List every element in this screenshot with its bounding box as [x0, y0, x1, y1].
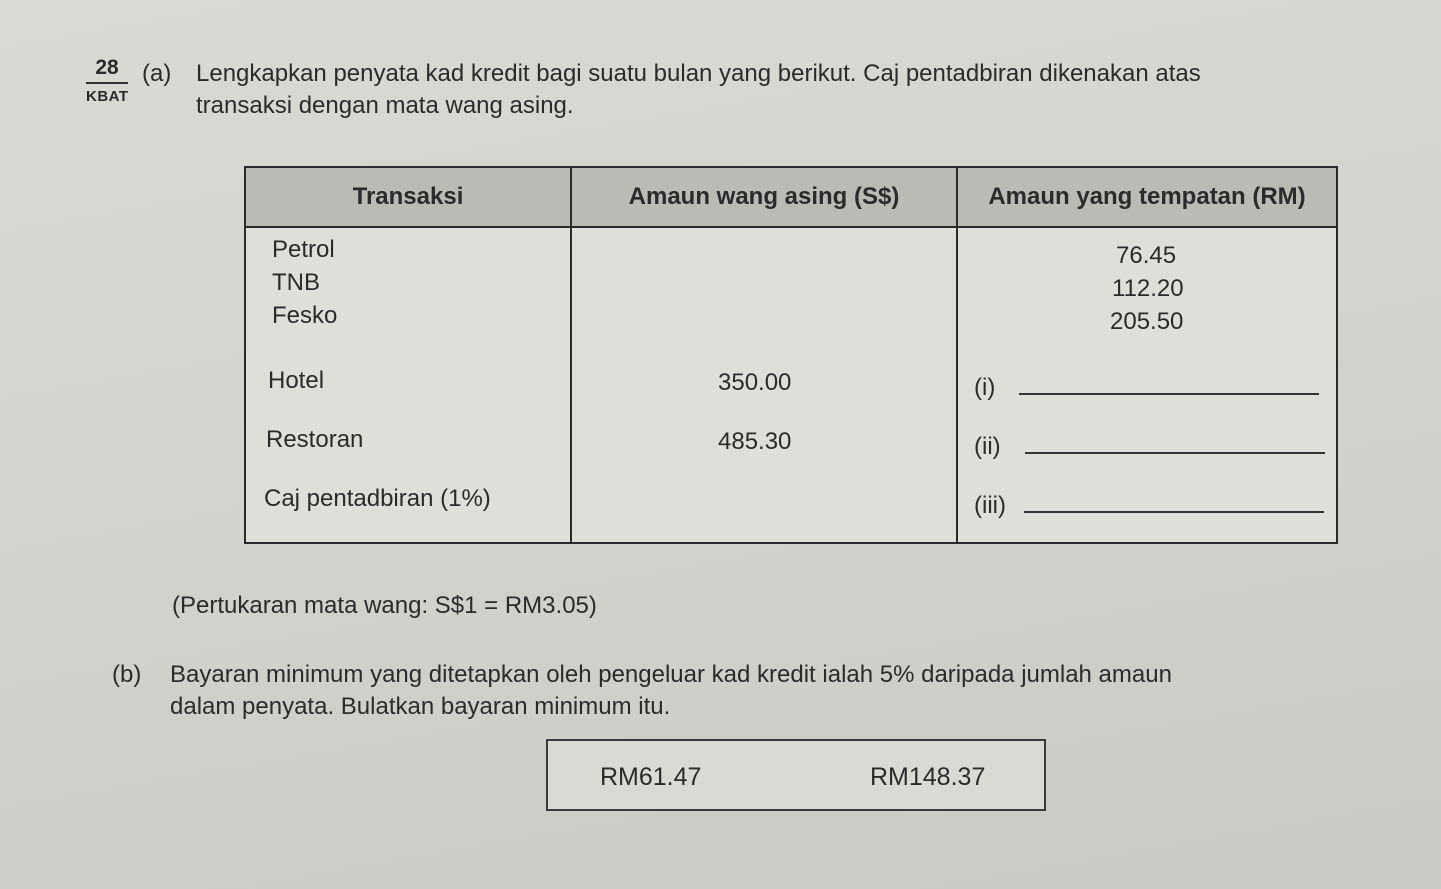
header-local-amount: Amaun yang tempatan (RM) — [957, 167, 1337, 227]
part-a-line-1: Lengkapkan penyata kad kredit bagi suatu bulan yang berikut. Caj pentadbiran dikenakan atas — [196, 60, 1201, 87]
option-rm148-37[interactable]: RM148.37 — [870, 763, 986, 791]
local-amount-petrol: 76.45 — [1116, 242, 1177, 269]
foreign-amount-restoran: 485.30 — [718, 428, 792, 455]
question-number — [86, 56, 128, 105]
blank-label-iii: (iii) — [974, 492, 1006, 519]
answer-line-iii[interactable] — [974, 489, 1324, 520]
part-b-label: (b) — [112, 661, 142, 688]
part-a-line-2: transaksi dengan mata wang asing. — [196, 92, 574, 119]
table-body-row — [245, 227, 1337, 543]
transaction-petrol: Petrol — [272, 236, 335, 263]
credit-card-statement-table — [244, 166, 1338, 544]
blank-iii[interactable] — [1024, 489, 1324, 513]
header-transaction: Transaksi — [245, 167, 571, 227]
transaction-admin-charge: Caj pentadbiran (1%) — [264, 485, 491, 512]
part-b-instruction — [170, 659, 1172, 723]
question-number-value: 28 — [86, 56, 128, 84]
exchange-rate-note: (Pertukaran mata wang: S$1 = RM3.05) — [172, 592, 597, 619]
option-rm61-47[interactable]: RM61.47 — [600, 763, 702, 791]
local-amount-tnb: 112.20 — [1112, 275, 1184, 302]
blank-ii[interactable] — [1025, 430, 1325, 454]
transaction-column — [245, 227, 571, 543]
table-header-row — [245, 167, 1337, 227]
foreign-amount-hotel: 350.00 — [718, 369, 792, 396]
part-b-line-2: dalam penyata. Bulatkan bayaran minimum itu. — [170, 693, 671, 720]
answer-line-i[interactable] — [974, 371, 1319, 402]
part-a-label: (a) — [142, 60, 172, 87]
transaction-restoran: Restoran — [266, 426, 364, 453]
minimum-payment-options-box — [546, 739, 1046, 811]
part-b-line-1: Bayaran minimum yang ditetapkan oleh pengeluar kad kredit ialah 5% daripada jumlah amaun — [170, 661, 1172, 688]
kbat-tag: KBAT — [86, 88, 129, 105]
answer-line-ii[interactable] — [974, 430, 1325, 461]
transaction-hotel: Hotel — [268, 367, 325, 394]
header-foreign-amount: Amaun wang asing (S$) — [571, 167, 957, 227]
blank-label-i: (i) — [974, 374, 996, 401]
transaction-tnb: TNB — [272, 269, 320, 296]
foreign-amount-column — [571, 227, 957, 543]
blank-label-ii: (ii) — [974, 433, 1001, 460]
blank-i[interactable] — [1019, 371, 1319, 395]
local-amount-column — [957, 227, 1337, 543]
local-amount-fesko: 205.50 — [1110, 308, 1184, 335]
transaction-fesko: Fesko — [272, 302, 338, 329]
part-a-instruction — [196, 58, 1201, 122]
